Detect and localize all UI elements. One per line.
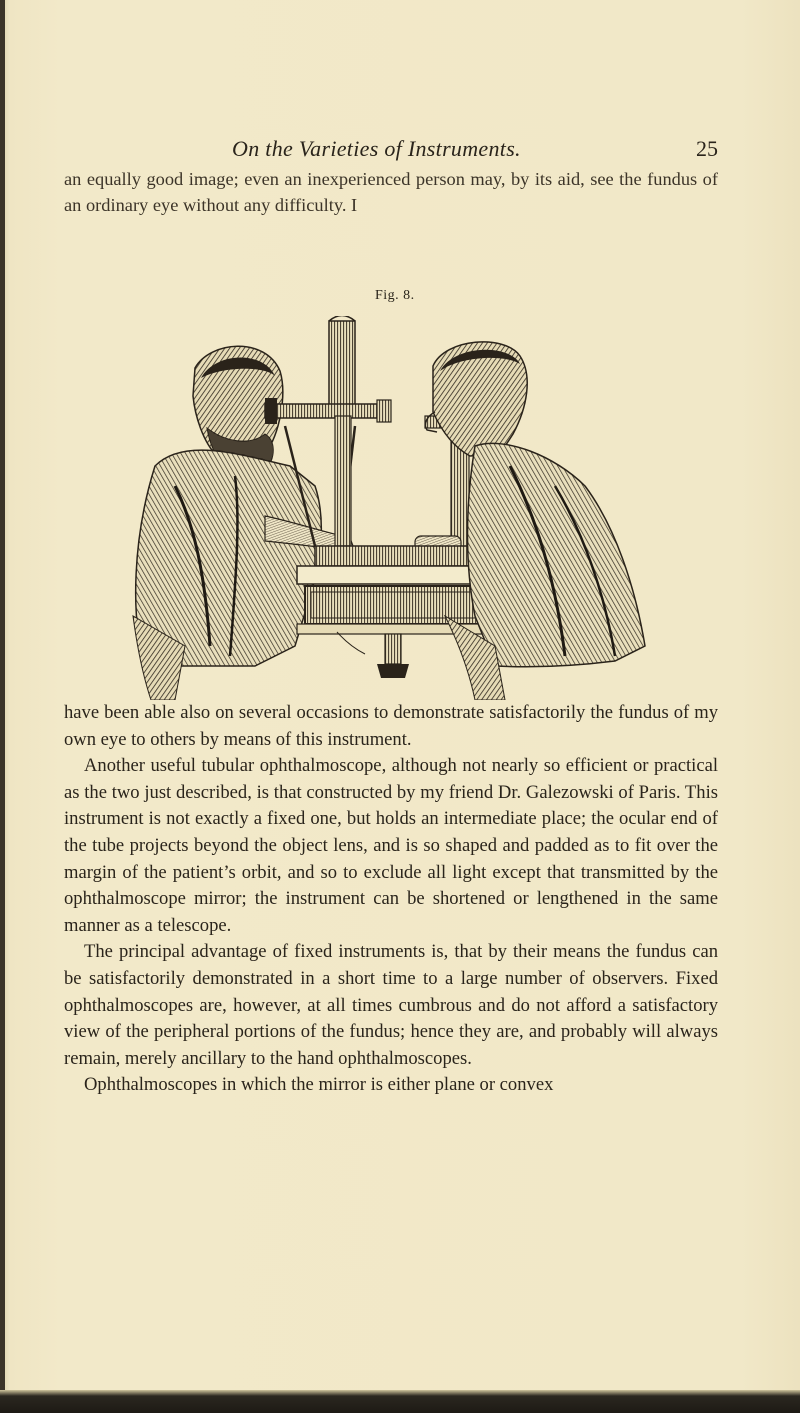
paragraph-continued [64, 166, 718, 218]
main-text [64, 700, 718, 1099]
paragraph: Ophthalmoscopes in which the mirror is either plane or convex [84, 1074, 554, 1096]
page-bottom-edge [0, 1390, 800, 1413]
page-number: 25 [696, 136, 718, 161]
paragraph: Another useful tubular ophthalmoscope, although not nearly so efficient or practical as the two just described, is that constructed by my friend Dr. Galezowski of Paris. This instrument is not exactly a fixed one, but holds an intermediate place; the ocular end of the tube projects beyond the object lens, and is so shaped and padded as to fit over the margin of the patient’s orbit, and so to exclude all light except that transmitted by the ophthalmoscope mirror; the instrument can be shortened or lengthened in the same manner as a telescope. [64, 755, 718, 936]
figure-label: Fig. 8. [375, 288, 415, 303]
page-header [62, 136, 718, 168]
paragraph: The principal advantage of fixed instruments is, that by their means the fundus can be satisfactorily demonstrated in a short time to a large number of observers. Fixed ophthalmoscopes are, however, at all times cumbrous and do not afford a satisfactory view of the peripheral portions of the fundus; hence they are, and probably will always remain, merely ancillary to the hand ophthalmoscopes. [64, 941, 718, 1069]
paragraph: have been able also on several occasions to demonstrate satisfactorily the fundus of my own eye to others by means of this instrument. [64, 702, 718, 750]
running-head: On the Varieties of Instruments. [232, 136, 521, 161]
page-binding-edge [0, 0, 5, 1413]
paragraph: an equally good image; even an inexperienced person may, by its aid, see the fundus of an ordinary eye without any difficulty. I [64, 169, 718, 216]
left-figure [133, 346, 355, 700]
figure-engraving [115, 316, 660, 700]
